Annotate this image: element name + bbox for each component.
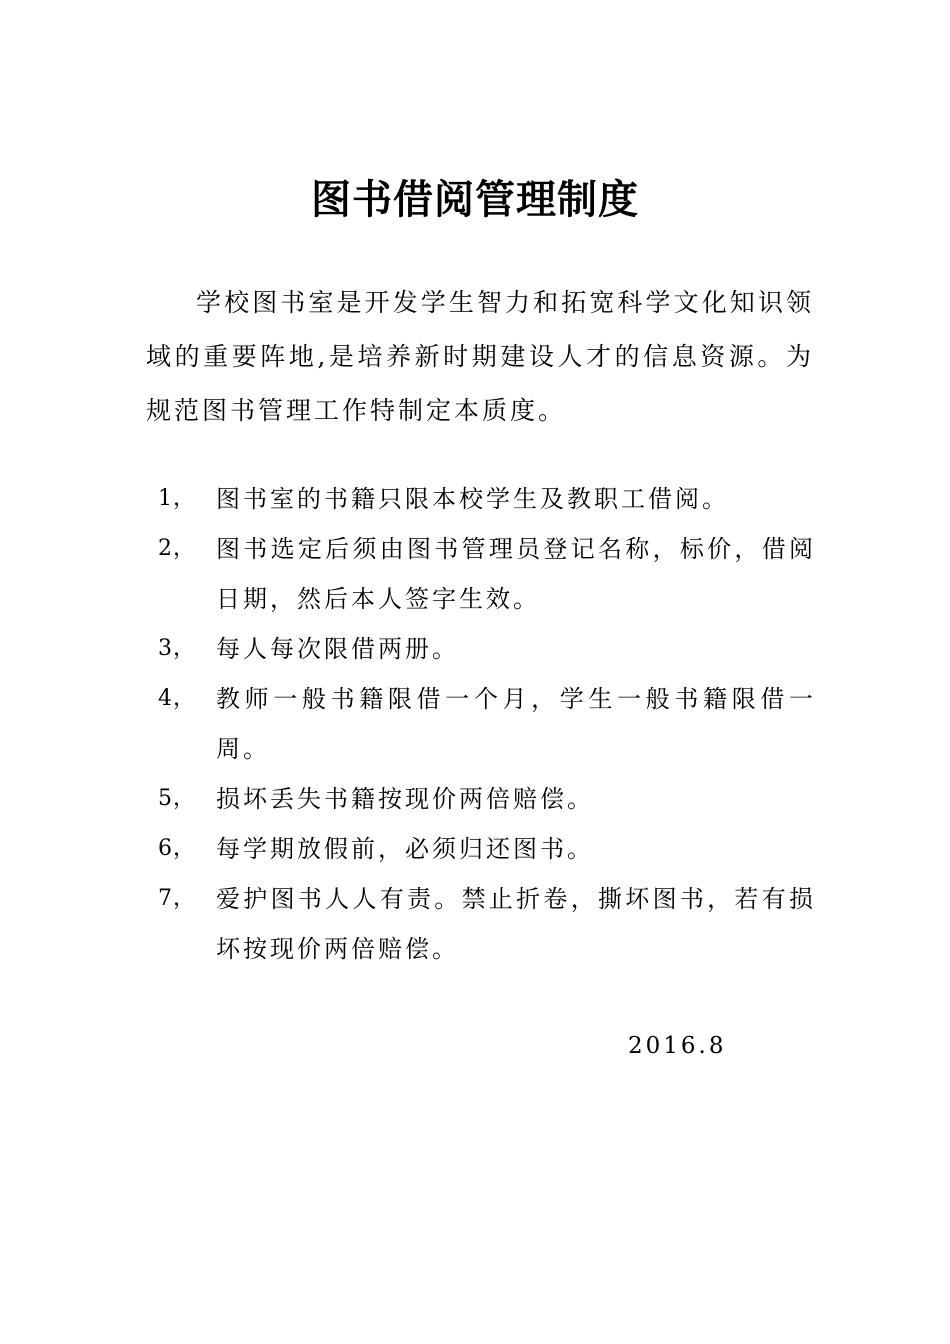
rule-text: 损坏丢失书籍按现价两倍赔偿。 bbox=[216, 785, 594, 813]
document-date: 2016.8 bbox=[628, 1033, 727, 1059]
rule-text: 每人每次限借两册。 bbox=[216, 635, 459, 663]
rule-number: 6， bbox=[158, 836, 196, 861]
rule-text: 图书选定后须由图书管理员登记名称，标价，借阅日期，然后本人签字生效。 bbox=[216, 535, 816, 613]
rule-number: 7， bbox=[158, 886, 196, 911]
rules-list bbox=[0, 474, 950, 974]
rule-text: 每学期放假前，必须归还图书。 bbox=[216, 835, 594, 863]
rule-number: 3， bbox=[158, 636, 196, 661]
rule-number: 5， bbox=[158, 786, 196, 811]
rule-item bbox=[0, 624, 950, 674]
rule-item bbox=[0, 824, 950, 874]
intro-paragraph: 学校图书室是开发学生智力和拓宽科学文化知识领域的重要阵地,是培养新时期建设人才的信息资源。为规范图书管理工作特制定本质度。 bbox=[146, 288, 814, 425]
document-title: 图书借阅管理制度 bbox=[311, 177, 639, 223]
rule-item bbox=[0, 474, 950, 524]
rule-number: 1， bbox=[158, 486, 196, 511]
rule-item bbox=[0, 874, 950, 974]
rule-text: 图书室的书籍只限本校学生及教职工借阅。 bbox=[216, 485, 729, 513]
rule-item bbox=[0, 774, 950, 824]
rule-item bbox=[0, 524, 950, 624]
rule-number: 4， bbox=[158, 686, 196, 711]
rule-item bbox=[0, 674, 950, 774]
rule-number: 2， bbox=[158, 536, 196, 561]
rule-text: 教师一般书籍限借一个月，学生一般书籍限借一周。 bbox=[216, 685, 816, 763]
rule-text: 爱护图书人人有责。禁止折卷，撕坏图书，若有损坏按现价两倍赔偿。 bbox=[216, 885, 816, 963]
